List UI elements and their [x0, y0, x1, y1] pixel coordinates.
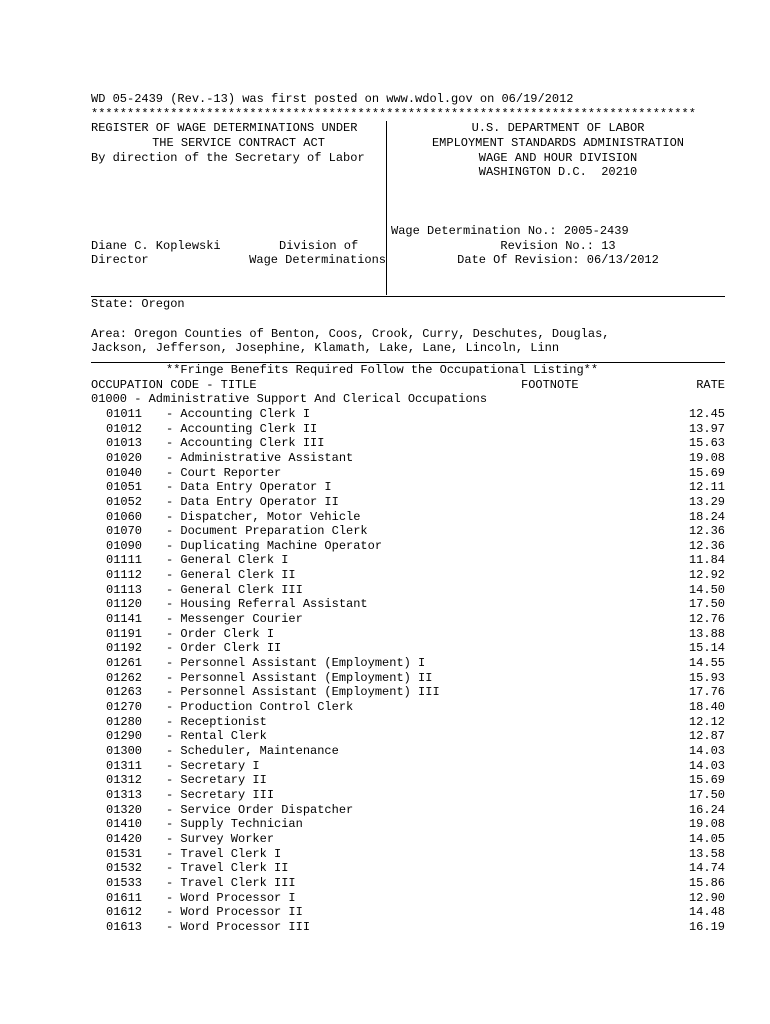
occupation-code: 01011	[106, 406, 143, 421]
occupation-code: 01263	[106, 685, 143, 700]
posting-line: WD 05-2439 (Rev.-13) was first posted on www.wdol.gov on 06/19/2012	[91, 92, 574, 106]
occupation-title: - Travel Clerk I	[166, 846, 282, 861]
occupation-rate: 12.45	[688, 406, 725, 421]
occupation-list	[91, 407, 725, 935]
occupation-row	[91, 510, 725, 525]
division-line-2: Wage Determinations	[249, 253, 386, 268]
occupation-row	[91, 568, 725, 583]
occupation-title: - Travel Clerk III	[166, 875, 296, 890]
occupation-code: 01052	[106, 494, 143, 509]
header-divider	[386, 121, 387, 295]
occupation-code: 01532	[106, 861, 143, 876]
occupation-row	[91, 832, 725, 847]
occupation-rate: 15.93	[688, 670, 725, 685]
fringe-note: **Fringe Benefits Required Follow the Occupational Listing**	[166, 362, 599, 377]
occupation-code: 01311	[106, 758, 143, 773]
state-line: State: Oregon	[91, 297, 185, 312]
occupation-title: - Word Processor III	[166, 919, 311, 934]
column-code-title: OCCUPATION CODE - TITLE	[91, 377, 257, 392]
occupation-code: 01112	[106, 568, 143, 583]
occupation-rate: 18.24	[688, 509, 725, 524]
occupation-code: 01051	[106, 480, 143, 495]
revision-date: Date Of Revision: 06/13/2012	[457, 253, 659, 268]
occupation-rate: 12.92	[688, 568, 725, 583]
occupation-rate: 14.03	[688, 744, 725, 758]
occupation-code: 01012	[106, 421, 143, 436]
occupation-code: 01013	[106, 436, 143, 451]
occupation-title: - Court Reporter	[166, 465, 282, 480]
occupation-code: 01270	[106, 700, 143, 715]
occupation-code: 01313	[106, 787, 143, 802]
occupation-row	[91, 495, 725, 510]
occupation-rate: 15.69	[688, 773, 725, 788]
occupation-row	[91, 480, 725, 495]
occupation-code: 01040	[106, 465, 143, 480]
occupation-code: 01420	[106, 831, 143, 846]
division-line: WAGE AND HOUR DIVISION	[478, 150, 638, 165]
occupation-row	[91, 920, 725, 935]
occupation-rate: 14.50	[688, 582, 725, 597]
occupation-rate: 18.40	[688, 700, 725, 715]
occupation-title: - Receptionist	[166, 714, 267, 729]
wd-number: Wage Determination No.: 2005-2439	[391, 223, 629, 238]
occupation-title: - Rental Clerk	[166, 729, 267, 744]
occupation-rate: 11.84	[688, 553, 725, 568]
occupation-row	[91, 861, 725, 876]
occupation-rate: 14.55	[688, 656, 725, 671]
occupation-code: 01261	[106, 656, 143, 671]
occupation-code: 01070	[106, 524, 143, 539]
occupation-title: - Travel Clerk II	[166, 861, 289, 876]
occupation-title: - Data Entry Operator I	[166, 480, 332, 495]
occupation-title: - Order Clerk I	[166, 626, 275, 641]
occupation-rate: 12.12	[688, 714, 725, 729]
occupation-rate: 13.29	[688, 494, 725, 509]
occupation-code: 01533	[106, 875, 143, 890]
occupation-row	[91, 656, 725, 671]
occupation-rate: 13.58	[688, 846, 725, 861]
occupation-code: 01531	[106, 846, 143, 861]
occupation-rate: 12.90	[688, 890, 725, 905]
star-divider: ************************************************************************************	[91, 106, 696, 121]
area-line-1: Area: Oregon Counties of Benton, Coos, Crook, Curry, Deschutes, Douglas,	[91, 326, 610, 341]
occupation-rate: 15.69	[688, 465, 725, 480]
occupation-rate: 16.24	[688, 802, 725, 817]
occupation-rate: 15.14	[688, 641, 725, 656]
occupation-title: - Secretary I	[166, 758, 260, 773]
occupation-row	[91, 583, 725, 598]
occupation-title: - General Clerk III	[166, 582, 303, 597]
occupation-rate: 19.08	[688, 450, 725, 465]
occupation-code: 01611	[106, 890, 143, 905]
department-line: U.S. DEPARTMENT OF LABOR	[471, 121, 645, 136]
occupation-row	[91, 422, 725, 437]
occupation-rate: 13.88	[688, 626, 725, 641]
occupation-rate: 12.87	[688, 729, 725, 744]
occupation-rate: 16.19	[688, 919, 725, 934]
occupation-rate: 17.50	[688, 787, 725, 802]
occupation-code: 01020	[106, 450, 143, 465]
occupation-rate: 19.08	[688, 817, 725, 832]
occupation-rate: 13.97	[688, 421, 725, 436]
occupation-row	[91, 729, 725, 744]
occupation-row	[91, 524, 725, 539]
occupation-title: - Accounting Clerk II	[166, 421, 318, 436]
occupation-code: 01410	[106, 817, 143, 832]
occupation-title: - Scheduler, Maintenance	[166, 744, 339, 758]
occupation-title: - Word Processor II	[166, 905, 303, 920]
occupation-row	[91, 466, 725, 481]
occupation-code: 01060	[106, 509, 143, 524]
occupation-code: 01120	[106, 597, 143, 612]
occupation-row	[91, 597, 725, 612]
occupation-rate: 12.76	[688, 612, 725, 627]
occupation-row	[91, 847, 725, 862]
occupation-title: - Accounting Clerk I	[166, 406, 311, 421]
occupation-rate: 12.36	[688, 538, 725, 553]
occupation-code: 01141	[106, 612, 143, 627]
occupation-row	[91, 744, 725, 759]
occupation-title: - Word Processor I	[166, 890, 296, 905]
occupation-title: - General Clerk II	[166, 568, 296, 583]
column-rate: RATE	[696, 377, 725, 392]
occupation-rate: 15.86	[688, 875, 725, 890]
occupation-row	[91, 627, 725, 642]
division-line-1: Division of	[279, 238, 359, 253]
occupation-title: - Personnel Assistant (Employment) III	[166, 685, 440, 700]
occupation-code: 01090	[106, 538, 143, 553]
occupation-title: - Messenger Courier	[166, 612, 303, 627]
occupation-title: - Supply Technician	[166, 817, 303, 832]
occupation-rate: 14.74	[688, 861, 725, 876]
header-right	[391, 121, 725, 268]
occupation-row	[91, 803, 725, 818]
occupation-title: - Personnel Assistant (Employment) II	[166, 670, 433, 685]
header-left	[91, 121, 386, 268]
header-rule	[91, 296, 725, 297]
occupation-code: 01612	[106, 905, 143, 920]
column-footnote: FOOTNOTE	[521, 377, 579, 392]
act-line: THE SERVICE CONTRACT ACT	[152, 135, 325, 150]
area-line-2: Jackson, Jefferson, Josephine, Klamath, Lake, Lane, Lincoln, Linn	[91, 341, 560, 356]
wage-determination-document	[91, 92, 725, 935]
occupation-code: 01191	[106, 626, 143, 641]
occupation-rate: 17.50	[688, 597, 725, 612]
direction-line: By direction of the Secretary of Labor	[91, 150, 365, 165]
occupation-title: - Data Entry Operator II	[166, 494, 339, 509]
occupation-title: - Secretary II	[166, 773, 267, 788]
occupation-row	[91, 905, 725, 920]
occupation-row	[91, 436, 725, 451]
occupation-title: - Order Clerk II	[166, 641, 282, 656]
occupation-code: 01262	[106, 670, 143, 685]
occupation-code: 01111	[106, 553, 143, 568]
register-line: REGISTER OF WAGE DETERMINATIONS UNDER	[91, 121, 358, 136]
occupation-code: 01280	[106, 714, 143, 729]
document-header	[91, 121, 725, 297]
occupation-row	[91, 715, 725, 730]
occupation-row	[91, 539, 725, 554]
occupation-row	[91, 891, 725, 906]
occupation-title: - Personnel Assistant (Employment) I	[166, 656, 426, 671]
group-heading: 01000 - Administrative Support And Clerical Occupations	[91, 392, 488, 407]
signer-name: Diane C. Koplewski	[91, 238, 221, 253]
occupation-row	[91, 612, 725, 627]
occupation-title: - Accounting Clerk III	[166, 436, 325, 451]
occupation-code: 01320	[106, 802, 143, 817]
occupation-row	[91, 451, 725, 466]
occupation-row	[91, 817, 725, 832]
occupation-rate: 14.05	[688, 831, 725, 846]
occupation-row	[91, 671, 725, 686]
column-headers	[91, 378, 725, 393]
occupation-code: 01613	[106, 919, 143, 934]
occupation-code: 01192	[106, 641, 143, 656]
occupation-row	[91, 788, 725, 803]
occupation-title: - Survey Worker	[166, 831, 275, 846]
revision-number: Revision No.: 13	[500, 238, 616, 253]
signer-title: Director	[91, 253, 149, 268]
occupation-rate: 12.11	[688, 480, 725, 495]
occupation-row	[91, 685, 725, 700]
administration-line: EMPLOYMENT STANDARDS ADMINISTRATION	[431, 135, 685, 150]
occupation-title: - General Clerk I	[166, 553, 289, 568]
occupation-row	[91, 553, 725, 568]
occupation-rate: 12.36	[688, 524, 725, 539]
occupation-row	[91, 773, 725, 788]
occupation-rate: 14.48	[688, 905, 725, 920]
occupation-code: 01113	[106, 582, 143, 597]
occupation-code: 01300	[106, 744, 143, 758]
occupation-title: - Duplicating Machine Operator	[166, 538, 383, 553]
occupation-title: - Dispatcher, Motor Vehicle	[166, 509, 361, 524]
occupation-code: 01312	[106, 773, 143, 788]
occupation-row	[91, 876, 725, 891]
occupation-rate: 15.63	[688, 436, 725, 451]
occupation-title: - Administrative Assistant	[166, 450, 354, 465]
city-line: WASHINGTON D.C. 20210	[478, 165, 638, 180]
occupation-row	[91, 700, 725, 715]
occupation-title: - Housing Referral Assistant	[166, 597, 368, 612]
occupation-title: - Secretary III	[166, 787, 275, 802]
occupation-title: - Service Order Dispatcher	[166, 802, 354, 817]
occupation-row	[91, 407, 725, 422]
occupation-code: 01290	[106, 729, 143, 744]
occupation-title: - Document Preparation Clerk	[166, 524, 368, 539]
occupation-row	[91, 759, 725, 774]
occupation-row	[91, 641, 725, 656]
occupation-rate: 17.76	[688, 685, 725, 700]
occupation-rate: 14.03	[688, 758, 725, 773]
occupation-title: - Production Control Clerk	[166, 700, 354, 715]
